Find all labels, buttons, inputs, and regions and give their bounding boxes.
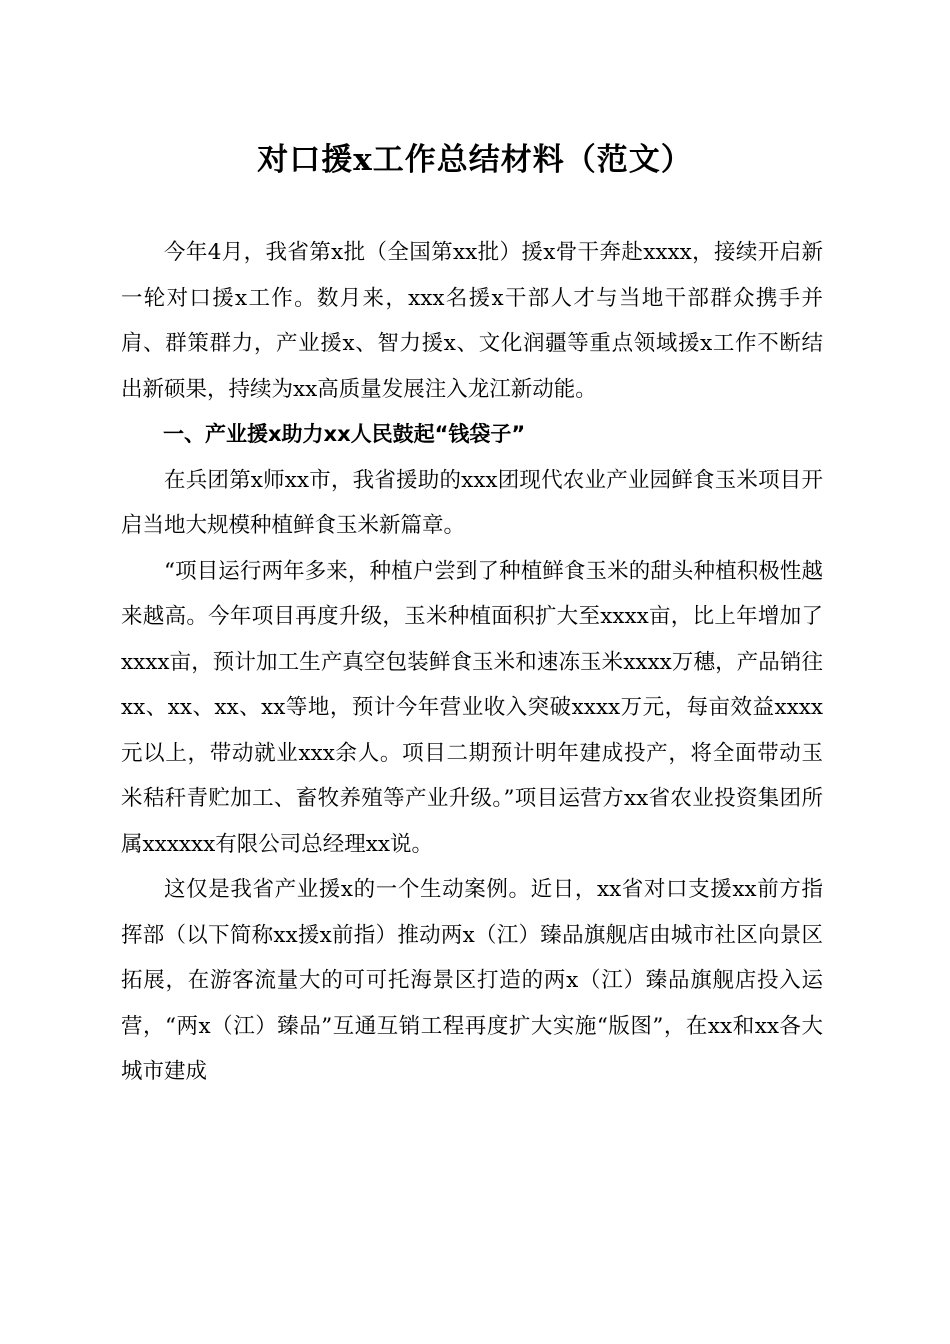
- document-body: [121, 230, 823, 1095]
- document-title: 对口援x工作总结材料（范文）: [257, 142, 693, 178]
- section-heading: 一、产业援x助力xx人民鼓起“钱袋子”: [163, 422, 526, 446]
- paragraph-case: 这仅是我省产业援x的一个生动案例。近日，xx省对口支援xx前方指挥部（以下简称xx援x前指）推动两x（江）臻品旗舰店由城市社区向景区拓展，在游客流量大的可可托海景区打造的两x（江）臻品旗舰店投入运营，“两x（江）臻品”互通互销工程再度扩大实施“版图”，在xx和xx各大城市建成: [121, 877, 823, 1084]
- paragraph-quote: “项目运行两年多来，种植户尝到了种植鲜食玉米的甜头种植积极性越来越高。今年项目再度升级，玉米种植面积扩大至xxxx亩，比上年增加了xxxx亩，预计加工生产真空包装鲜食玉米和速冻玉米xxxx万穗，产品销往xx、xx、xx、xx等地，预计今年营业收入突破xxxx万元，每亩效益xxxx元以上，带动就业xxx余人。项目二期预计明年建成投产，将全面带动玉米秸秆青贮加工、畜牧养殖等产业升级。”项目运营方xx省农业投资集团所属xxxxxx有限公司总经理xx说。: [121, 558, 823, 857]
- paragraph-intro: 今年4月，我省第x批（全国第xx批）援x骨干奔赴xxxx，接续开启新一轮对口援x工作。数月来，xxx名援x干部人才与当地干部群众携手并肩、群策群力，产业援x、智力援x、文化润疆等重点领域援x工作不断结出新硕果，持续为xx高质量发展注入龙江新动能。: [121, 240, 823, 402]
- paragraph-corn-project: 在兵团第x师xx市，我省援助的xxx团现代农业产业园鲜食玉米项目开启当地大规模种植鲜食玉米新篇章。: [121, 467, 823, 538]
